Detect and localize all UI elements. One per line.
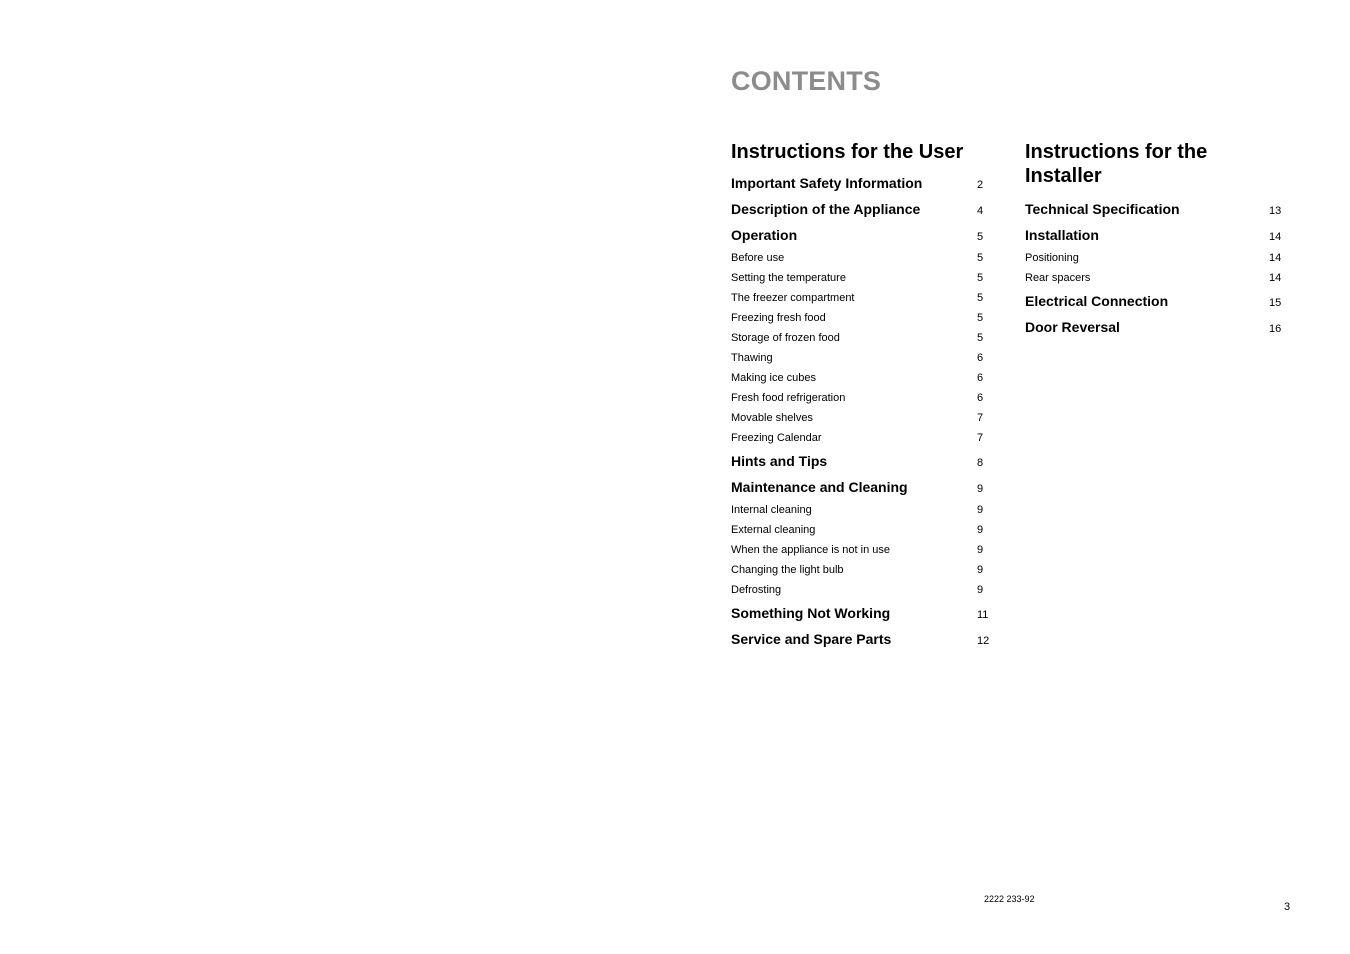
toc-section-entry xyxy=(731,196,991,222)
toc-entry-page: 6 xyxy=(977,392,984,404)
toc-subsection-entry xyxy=(1025,268,1285,288)
toc-subsection-entry xyxy=(731,288,991,308)
toc-entry-label: Thawing xyxy=(731,352,773,364)
toc-entry-page: 9 xyxy=(977,483,984,495)
toc-entry-label: Storage of frozen food xyxy=(731,332,840,344)
toc-subsection-entry xyxy=(731,248,991,268)
page-number: 3 xyxy=(1284,901,1291,913)
toc-entry-page: 9 xyxy=(977,544,984,556)
toc-section-entry xyxy=(731,474,991,500)
toc-entry-page: 9 xyxy=(977,524,984,536)
user-section-heading: Instructions for the User xyxy=(731,141,964,163)
toc-entry-page: 8 xyxy=(977,457,984,469)
toc-entry-page: 13 xyxy=(1269,205,1282,217)
toc-entry-page: 4 xyxy=(977,205,984,217)
toc-subsection-entry xyxy=(731,348,991,368)
toc-section-entry xyxy=(1025,288,1285,314)
toc-subsection-entry xyxy=(731,368,991,388)
toc-section-entry xyxy=(1025,314,1285,340)
toc-entry-label: Operation xyxy=(731,227,798,243)
toc-subsection-entry xyxy=(731,520,991,540)
toc-entry-label: Freezing Calendar xyxy=(731,432,822,444)
toc-entry-label: Internal cleaning xyxy=(731,504,812,516)
toc-entry-label: Technical Specification xyxy=(1025,201,1180,217)
toc-entry-page: 5 xyxy=(977,292,984,304)
toc-section-entry xyxy=(731,600,991,626)
toc-entry-page: 6 xyxy=(977,372,984,384)
toc-subsection-entry xyxy=(731,268,991,288)
toc-section-entry xyxy=(731,626,991,652)
user-instructions-column xyxy=(731,140,991,652)
toc-section-entry xyxy=(731,170,991,196)
toc-section-entry xyxy=(1025,222,1285,248)
toc-entry-label: Description of the Appliance xyxy=(731,201,921,217)
toc-subsection-entry xyxy=(731,328,991,348)
toc-entry-label: Before use xyxy=(731,252,785,264)
toc-subsection-entry xyxy=(731,388,991,408)
toc-entry-label: Installation xyxy=(1025,227,1099,243)
toc-entry-label: Positioning xyxy=(1025,252,1079,264)
toc-entry-page: 7 xyxy=(977,412,984,424)
toc-section-entry xyxy=(731,448,991,474)
toc-entry-page: 11 xyxy=(977,609,989,621)
toc-subsection-entry xyxy=(731,540,991,560)
toc-entry-page: 12 xyxy=(977,635,990,647)
toc-subsection-entry xyxy=(1025,248,1285,268)
toc-subsection-entry xyxy=(731,500,991,520)
toc-entry-page: 5 xyxy=(977,332,984,344)
toc-entry-page: 6 xyxy=(977,352,984,364)
toc-entry-page: 16 xyxy=(1269,323,1282,335)
toc-entry-label: Movable shelves xyxy=(731,412,813,424)
document-code: 2222 233-92 xyxy=(984,894,1035,904)
toc-entry-label: Electrical Connection xyxy=(1025,293,1169,309)
toc-subsection-entry xyxy=(731,560,991,580)
toc-entry-page: 14 xyxy=(1269,252,1282,264)
user-toc-list xyxy=(731,170,991,652)
toc-entry-label: Something Not Working xyxy=(731,605,891,621)
toc-subsection-entry xyxy=(731,428,991,448)
toc-entry-page: 14 xyxy=(1269,231,1282,243)
toc-entry-page: 5 xyxy=(977,312,984,324)
installer-instructions-column xyxy=(1025,140,1285,340)
toc-entry-page: 9 xyxy=(977,564,984,576)
toc-subsection-entry xyxy=(731,580,991,600)
toc-entry-label: Changing the light bulb xyxy=(731,564,844,576)
toc-entry-page: 15 xyxy=(1269,297,1282,309)
toc-entry-label: The freezer compartment xyxy=(731,292,855,304)
toc-entry-label: When the appliance is not in use xyxy=(731,544,890,556)
toc-section-entry xyxy=(1025,196,1285,222)
toc-entry-label: Freezing fresh food xyxy=(731,312,826,324)
toc-entry-label: Hints and Tips xyxy=(731,453,828,469)
toc-entry-label: Maintenance and Cleaning xyxy=(731,479,908,495)
toc-entry-page: 7 xyxy=(977,432,984,444)
toc-entry-label: Service and Spare Parts xyxy=(731,631,892,647)
toc-section-entry xyxy=(731,222,991,248)
page-title: CONTENTS xyxy=(731,66,882,96)
toc-entry-label: Defrosting xyxy=(731,584,782,596)
toc-subsection-entry xyxy=(731,408,991,428)
toc-entry-page: 9 xyxy=(977,504,984,516)
toc-entry-page: 5 xyxy=(977,272,984,284)
toc-subsection-entry xyxy=(731,308,991,328)
installer-toc-list xyxy=(1025,196,1285,340)
installer-section-heading: Instructions for the Installer xyxy=(1025,141,1208,187)
toc-entry-page: 2 xyxy=(977,179,984,191)
toc-entry-label: Fresh food refrigeration xyxy=(731,392,846,404)
toc-entry-label: External cleaning xyxy=(731,524,816,536)
toc-entry-label: Setting the temperature xyxy=(731,272,846,284)
toc-entry-page: 5 xyxy=(977,252,984,264)
toc-entry-page: 14 xyxy=(1269,272,1282,284)
toc-entry-label: Important Safety Information xyxy=(731,175,923,191)
toc-entry-label: Making ice cubes xyxy=(731,372,816,384)
toc-entry-page: 9 xyxy=(977,584,984,596)
toc-entry-label: Door Reversal xyxy=(1025,319,1120,335)
toc-entry-label: Rear spacers xyxy=(1025,272,1091,284)
toc-entry-page: 5 xyxy=(977,231,984,243)
